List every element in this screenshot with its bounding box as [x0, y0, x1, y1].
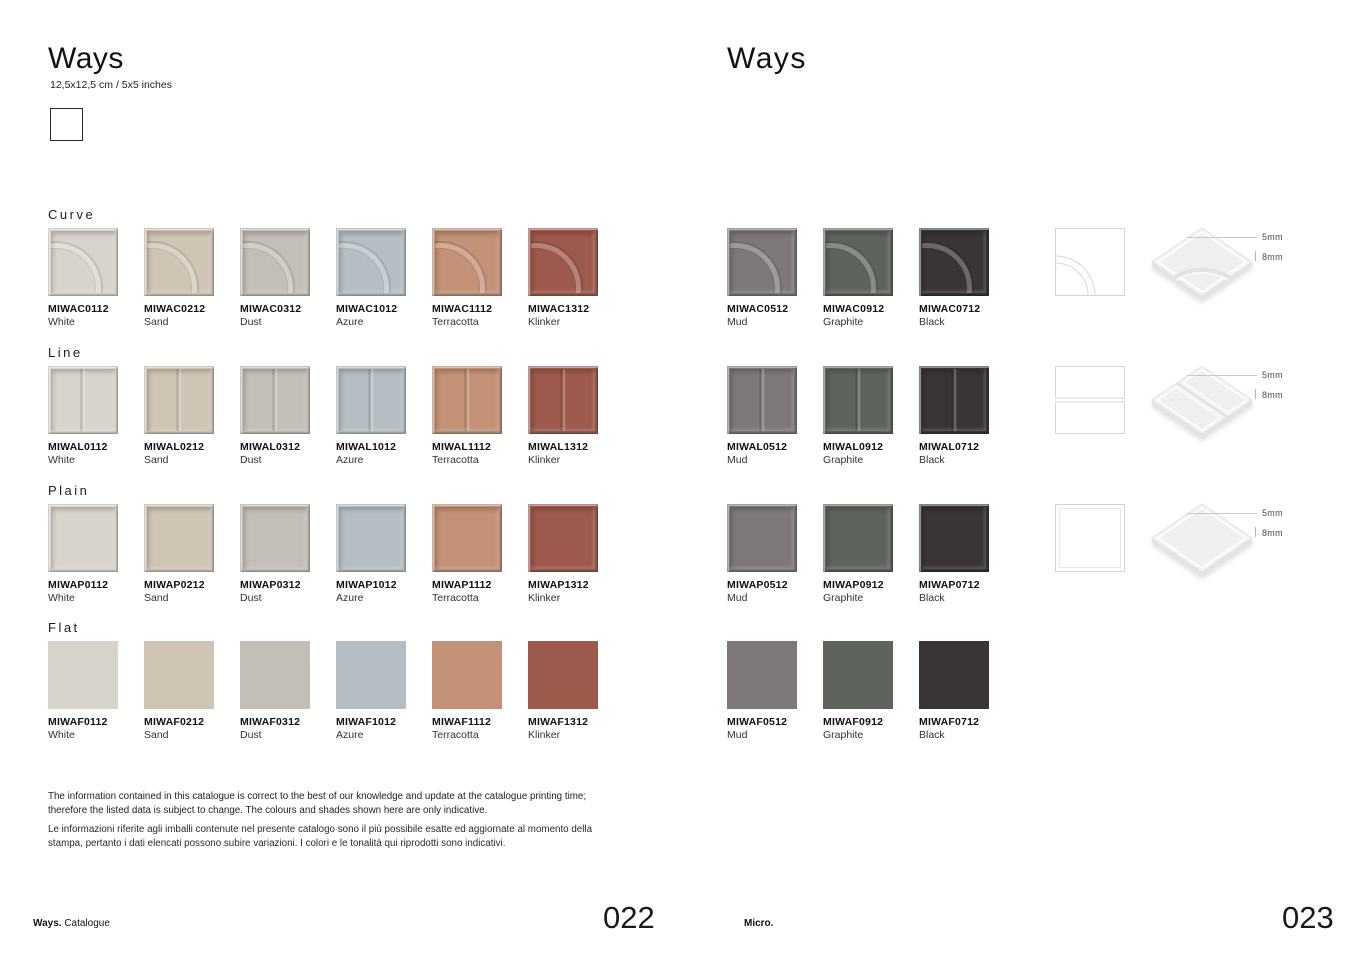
tile-cell — [48, 504, 118, 604]
plan-view-line-icon — [1055, 366, 1125, 434]
tile-face — [339, 507, 403, 569]
tile-color-name: Azure — [336, 454, 364, 466]
curve-groove — [531, 243, 581, 293]
tile-face — [730, 369, 794, 431]
section-label: Line — [48, 345, 83, 360]
tile-face — [435, 231, 499, 293]
tile-color-name: Black — [919, 316, 945, 328]
tile-code: MIWAC0912 — [823, 303, 885, 315]
tile-code: MIWAL0312 — [240, 441, 301, 453]
curve-groove — [243, 243, 293, 293]
page-title-left: Ways — [48, 42, 124, 75]
line-groove — [856, 369, 861, 431]
tile-swatch-black — [919, 504, 989, 572]
tile-swatch-terracotta — [432, 366, 502, 434]
line-groove — [81, 369, 86, 431]
tile-swatch-mud — [727, 641, 797, 709]
tile-cell — [528, 366, 598, 466]
tile-color-name: Terracotta — [432, 316, 479, 328]
tile-swatch-terracotta — [432, 641, 502, 709]
tile-color-name: White — [48, 316, 75, 328]
tile-code: MIWAF0212 — [144, 716, 205, 728]
line-groove — [369, 369, 374, 431]
tile-swatch-mud — [727, 228, 797, 296]
tile-face — [730, 231, 794, 293]
tile-color-name: Mud — [727, 729, 748, 741]
tile-cell — [336, 366, 406, 466]
tile-code: MIWAC0512 — [727, 303, 789, 315]
tile-swatch-graphite — [823, 504, 893, 572]
tile-cell — [144, 366, 214, 466]
section-label: Curve — [48, 207, 96, 222]
line-groove — [177, 369, 182, 431]
tile-code: MIWAC1312 — [528, 303, 590, 315]
tile-face — [826, 507, 890, 569]
tile-swatch-azure — [336, 641, 406, 709]
tile-code: MIWAF0712 — [919, 716, 980, 728]
tile-code: MIWAP1112 — [432, 579, 492, 591]
tile-face — [435, 507, 499, 569]
tile-swatch-graphite — [823, 641, 893, 709]
tile-face — [826, 231, 890, 293]
tile-cell — [336, 641, 406, 741]
section-flat — [0, 620, 1356, 752]
tile-face — [51, 369, 115, 431]
tile-swatch-klinker — [528, 504, 598, 572]
curve-groove — [922, 243, 972, 293]
tile-cell — [336, 228, 406, 328]
tile-face — [531, 369, 595, 431]
tile-cell — [919, 228, 989, 328]
tile-color-name: Mud — [727, 454, 748, 466]
tile-color-name: Sand — [144, 316, 169, 328]
tile-cell — [144, 504, 214, 604]
tile-cell — [727, 228, 797, 328]
tile-code: MIWAF0312 — [240, 716, 301, 728]
curve-groove — [435, 243, 485, 293]
tile-swatch-black — [919, 228, 989, 296]
tile-color-name: Terracotta — [432, 592, 479, 604]
tile-color-name: Black — [919, 729, 945, 741]
tile-swatch-azure — [336, 504, 406, 572]
leader-line — [1187, 375, 1257, 376]
tile-cell — [528, 504, 598, 604]
tile-code: MIWAP1012 — [336, 579, 397, 591]
tile-swatch-white — [48, 366, 118, 434]
line-groove — [273, 369, 278, 431]
tile-color-name: Graphite — [823, 454, 864, 466]
tile-face — [51, 231, 115, 293]
tile-face — [243, 507, 307, 569]
tile-code: MIWAL1312 — [528, 441, 589, 453]
tile-face — [243, 231, 307, 293]
tile-cell — [727, 504, 797, 604]
tile-swatch-mud — [727, 504, 797, 572]
tile-color-name: Graphite — [823, 729, 864, 741]
thickness-label-top: 5mm — [1262, 370, 1283, 380]
plan-view-plain-icon — [1055, 504, 1125, 572]
tile-color-name: Dust — [240, 592, 262, 604]
tile-swatch-black — [919, 366, 989, 434]
tile-code: MIWAP0212 — [144, 579, 205, 591]
size-diagram — [1055, 504, 1355, 608]
tile-cell — [240, 228, 310, 328]
tile-color-name: Mud — [727, 592, 748, 604]
tile-swatch-klinker — [528, 228, 598, 296]
tile-color-name: Black — [919, 592, 945, 604]
tile-cell — [823, 366, 893, 466]
thickness-label-top: 5mm — [1262, 508, 1283, 518]
tile-color-name: White — [48, 729, 75, 741]
tile-color-name: Azure — [336, 592, 364, 604]
tile-cell — [727, 641, 797, 741]
tile-face — [435, 369, 499, 431]
tile-face — [922, 231, 986, 293]
tile-code: MIWAC0712 — [919, 303, 981, 315]
tile-swatch-azure — [336, 366, 406, 434]
tile-swatch-terracotta — [432, 228, 502, 296]
tile-code: MIWAF1112 — [432, 716, 491, 728]
tile-code: MIWAL0512 — [727, 441, 788, 453]
footer-brand-ways: Ways. — [33, 918, 62, 929]
tile-swatch-sand — [144, 228, 214, 296]
thickness-tick — [1255, 251, 1256, 261]
tile-color-name: Mud — [727, 316, 748, 328]
tile-code: MIWAL0912 — [823, 441, 884, 453]
tile-swatch-dust — [240, 504, 310, 572]
tile-row — [727, 366, 989, 466]
tile-row — [727, 641, 989, 741]
tile-swatch-terracotta — [432, 504, 502, 572]
tile-swatch-sand — [144, 366, 214, 434]
tile-color-name: Graphite — [823, 592, 864, 604]
tile-code: MIWAF0912 — [823, 716, 884, 728]
section-plain — [0, 483, 1356, 615]
tile-color-name: Terracotta — [432, 729, 479, 741]
tile-color-name: Klinker — [528, 454, 561, 466]
tile-swatch-graphite — [823, 366, 893, 434]
isometric-view-line-icon — [1147, 358, 1257, 446]
tile-face — [51, 507, 115, 569]
isometric-view-curve-icon — [1147, 220, 1257, 308]
tile-row — [48, 228, 598, 328]
tile-color-name: Sand — [144, 729, 169, 741]
tile-face — [339, 231, 403, 293]
tile-face — [243, 369, 307, 431]
format-outline-square — [50, 108, 83, 141]
tile-color-name: Klinker — [528, 316, 561, 328]
footer-catalogue-text: Catalogue — [64, 918, 110, 929]
disclaimer-italian: Le informazioni riferite agli imballi contenute nel presente catalogo sono il più possibile esatte ed aggiornate al momento della stampa, pertanto i dati elencati possono subire variazioni. I colori e le tonalità qui riprodotti sono indicativi. — [48, 824, 593, 849]
plan-view-curve-icon — [1055, 228, 1125, 296]
tile-cell — [919, 504, 989, 604]
curve-groove — [147, 243, 197, 293]
tile-face — [730, 507, 794, 569]
tile-face — [147, 507, 211, 569]
tile-code: MIWAF0112 — [48, 716, 108, 728]
tile-face — [147, 231, 211, 293]
thickness-label-side: 8mm — [1262, 252, 1283, 262]
tile-cell — [432, 504, 502, 604]
tile-code: MIWAC0212 — [144, 303, 206, 315]
tile-color-name: Klinker — [528, 729, 561, 741]
section-line — [0, 345, 1356, 477]
curve-groove — [339, 243, 389, 293]
tile-cell — [823, 504, 893, 604]
tile-color-name: Klinker — [528, 592, 561, 604]
thickness-label-side: 8mm — [1262, 390, 1283, 400]
page-number-right: 023 — [1282, 900, 1334, 935]
page-title-right: Ways — [727, 42, 807, 75]
tile-cell — [432, 641, 502, 741]
tile-cell — [48, 641, 118, 741]
tile-code: MIWAP0712 — [919, 579, 980, 591]
tile-row — [48, 504, 598, 604]
tile-swatch-mud — [727, 366, 797, 434]
tile-cell — [432, 366, 502, 466]
tile-code: MIWAP0112 — [48, 579, 109, 591]
tile-cell — [528, 228, 598, 328]
tile-face — [147, 369, 211, 431]
tile-cell — [48, 366, 118, 466]
tile-face — [531, 507, 595, 569]
thickness-tick — [1255, 527, 1256, 537]
tile-swatch-klinker — [528, 366, 598, 434]
line-groove — [952, 369, 957, 431]
tile-cell — [336, 504, 406, 604]
tile-code: MIWAL0112 — [48, 441, 108, 453]
tile-cell — [48, 228, 118, 328]
tile-color-name: Azure — [336, 316, 364, 328]
tile-cell — [823, 641, 893, 741]
curve-groove — [51, 243, 101, 293]
curve-groove — [730, 243, 780, 293]
tile-code: MIWAP0512 — [727, 579, 788, 591]
tile-swatch-dust — [240, 228, 310, 296]
line-groove — [561, 369, 566, 431]
tile-code: MIWAP1312 — [528, 579, 589, 591]
tile-row — [727, 504, 989, 604]
tile-swatch-black — [919, 641, 989, 709]
thickness-label-side: 8mm — [1262, 528, 1283, 538]
section-label: Plain — [48, 483, 90, 498]
tile-cell — [240, 641, 310, 741]
tile-swatch-sand — [144, 504, 214, 572]
tile-face — [922, 507, 986, 569]
tile-code: MIWAL1012 — [336, 441, 397, 453]
tile-swatch-white — [48, 228, 118, 296]
tile-swatch-white — [48, 641, 118, 709]
tile-code: MIWAC0112 — [48, 303, 109, 315]
section-label: Flat — [48, 620, 80, 635]
footer-brand-micro: Micro. — [744, 918, 774, 929]
thickness-label-top: 5mm — [1262, 232, 1283, 242]
tile-row — [48, 366, 598, 466]
tile-swatch-azure — [336, 228, 406, 296]
tile-color-name: Dust — [240, 729, 262, 741]
tile-face — [531, 231, 595, 293]
tile-color-name: Black — [919, 454, 945, 466]
tile-swatch-graphite — [823, 228, 893, 296]
disclaimer-english: The information contained in this catalogue is correct to the best of our knowledge and update at the catalogue printing time; therefore the listed data is subject to change. The colours and shades shown here are only indicative. — [48, 791, 587, 816]
tile-color-name: Terracotta — [432, 454, 479, 466]
leader-line — [1187, 513, 1257, 514]
tile-code: MIWAL0212 — [144, 441, 205, 453]
page-number-left: 022 — [603, 900, 655, 935]
tile-code: MIWAL0712 — [919, 441, 980, 453]
tile-face — [826, 369, 890, 431]
tile-color-name: Dust — [240, 316, 262, 328]
tile-code: MIWAC1112 — [432, 303, 493, 315]
tile-cell — [144, 228, 214, 328]
tile-swatch-dust — [240, 641, 310, 709]
tile-face — [922, 369, 986, 431]
line-groove — [760, 369, 765, 431]
isometric-view-plain-icon — [1147, 496, 1257, 584]
tile-swatch-white — [48, 504, 118, 572]
tile-cell — [240, 504, 310, 604]
tile-cell — [727, 366, 797, 466]
line-groove — [465, 369, 470, 431]
tile-cell — [919, 366, 989, 466]
tile-color-name: Sand — [144, 592, 169, 604]
tile-cell — [823, 228, 893, 328]
tile-color-name: White — [48, 454, 75, 466]
tile-cell — [528, 641, 598, 741]
tile-code: MIWAF1012 — [336, 716, 397, 728]
tile-color-name: Azure — [336, 729, 364, 741]
page-subtitle-size: 12,5x12,5 cm / 5x5 inches — [50, 79, 172, 91]
tile-cell — [432, 228, 502, 328]
leader-line — [1187, 237, 1257, 238]
tile-cell — [240, 366, 310, 466]
tile-code: MIWAC0312 — [240, 303, 302, 315]
thickness-tick — [1255, 389, 1256, 399]
tile-row — [48, 641, 598, 741]
curve-groove — [826, 243, 876, 293]
tile-code: MIWAL1112 — [432, 441, 491, 453]
footer-catalogue-label — [33, 918, 110, 929]
tile-code: MIWAF0512 — [727, 716, 788, 728]
size-diagram — [1055, 366, 1355, 470]
size-diagram — [1055, 228, 1355, 332]
tile-swatch-klinker — [528, 641, 598, 709]
tile-color-name: Graphite — [823, 316, 864, 328]
tile-row — [727, 228, 989, 328]
tile-code: MIWAP0312 — [240, 579, 301, 591]
tile-swatch-dust — [240, 366, 310, 434]
tile-face — [339, 369, 403, 431]
tile-color-name: Sand — [144, 454, 169, 466]
tile-code: MIWAC1012 — [336, 303, 398, 315]
tile-cell — [919, 641, 989, 741]
section-curve — [0, 207, 1356, 339]
tile-swatch-sand — [144, 641, 214, 709]
tile-color-name: White — [48, 592, 75, 604]
tile-color-name: Dust — [240, 454, 262, 466]
tile-code: MIWAP0912 — [823, 579, 884, 591]
tile-code: MIWAF1312 — [528, 716, 589, 728]
tile-cell — [144, 641, 214, 741]
